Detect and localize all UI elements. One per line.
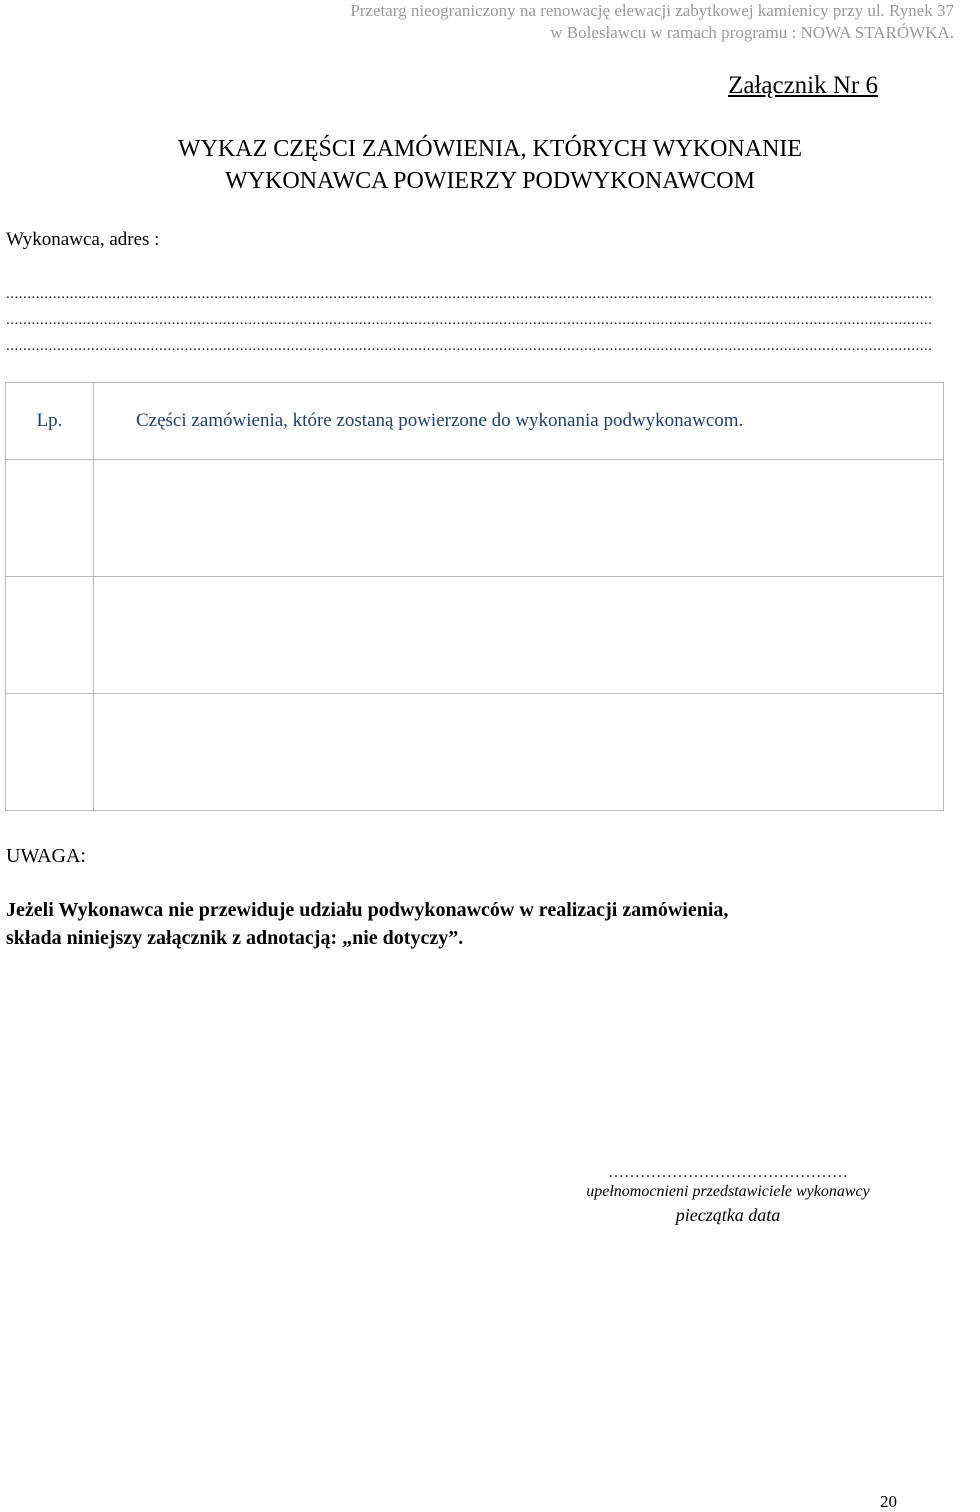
table-cell-parts[interactable]: [94, 694, 944, 811]
note-text-line-1: Jeżeli Wykonawca nie przewiduje udziału podwykonawców w realizacji zamówienia,: [6, 899, 729, 921]
note-text-line-2: składa niniejszy załącznik z adnotacją: „nie dotyczy”.: [6, 927, 464, 949]
contractor-dotted-line: ..........................................................................................................................................................................................................................: [6, 312, 933, 328]
contractor-dotted-line: ..........................................................................................................................................................................................................................: [6, 338, 933, 354]
table-cell-lp[interactable]: [6, 460, 94, 577]
annex-title: Załącznik Nr 6: [728, 72, 878, 99]
table-cell-lp[interactable]: [6, 694, 94, 811]
header-line-2: w Bolesławcu w ramach programu : NOWA STARÓWKA.: [550, 23, 954, 42]
table-header-row: [6, 383, 944, 460]
signature-dotted-line: ………………………………………: [608, 1164, 848, 1181]
table-row: [6, 694, 944, 811]
contractor-label: Wykonawca, adres :: [6, 229, 160, 250]
subcontract-parts-table: [5, 382, 944, 811]
table-row: [6, 460, 944, 577]
table-cell-parts[interactable]: [94, 577, 944, 694]
column-header-lp: Lp.: [6, 383, 94, 460]
signature-stamp-date-caption: pieczątka data: [675, 1205, 781, 1225]
document-title-line-1: WYKAZ CZĘŚCI ZAMÓWIENIA, KTÓRYCH WYKONANIE: [177, 136, 803, 162]
contractor-dotted-line: ..........................................................................................................................................................................................................................: [6, 286, 933, 302]
header-line-1: Przetarg nieograniczony na renowację elewacji zabytkowej kamienicy przy ul. Rynek 37: [350, 1, 954, 20]
table-row: [6, 577, 944, 694]
table-cell-lp[interactable]: [6, 577, 94, 694]
document-title-line-2: WYKONAWCA POWIERZY PODWYKONAWCOM: [225, 168, 755, 194]
page-number: 20: [880, 1492, 897, 1511]
signature-role-caption: upełnomocnieni przedstawiciele wykonawcy: [586, 1183, 870, 1200]
note-label: UWAGA:: [6, 845, 86, 867]
table-cell-parts[interactable]: [94, 460, 944, 577]
column-header-parts: Części zamówienia, które zostaną powierzone do wykonania podwykonawcom.: [94, 383, 944, 460]
